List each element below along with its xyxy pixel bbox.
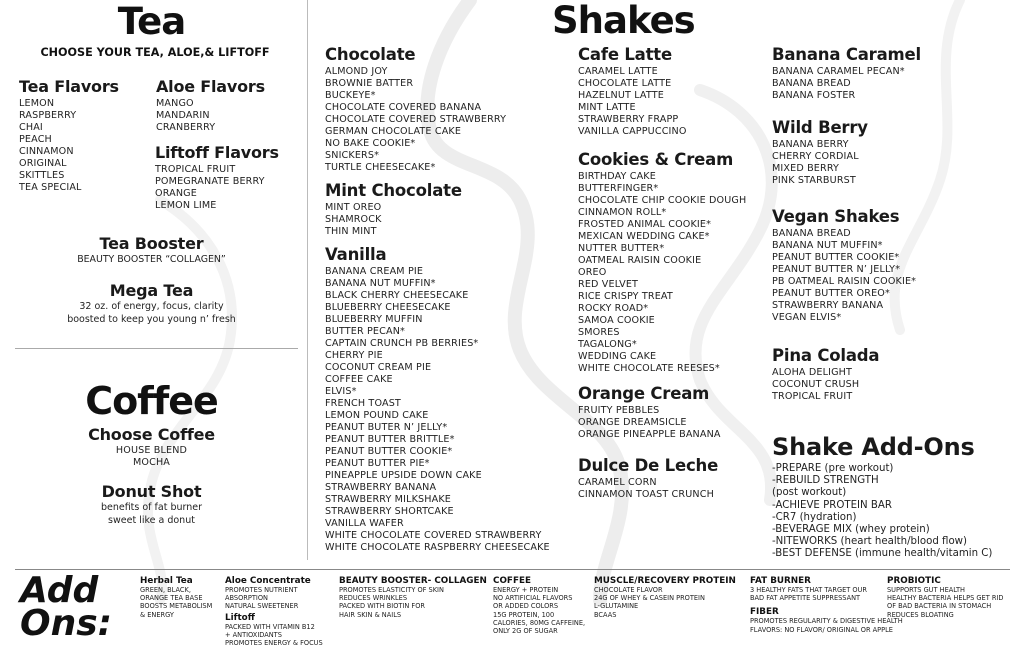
addon-aloe	[225, 576, 323, 647]
addon-fat-burner-heading: FAT BURNER	[750, 576, 811, 586]
wild-berry-item: PINK STARBURST	[772, 174, 856, 186]
vanilla-heading: Vanilla	[325, 245, 387, 264]
donut-shot-line2: sweet like a donut	[108, 514, 195, 526]
aloe-flavors-item: CRANBERRY	[156, 122, 216, 133]
addon-probiotic-item: OF BAD BACTERIA IN STOMACH	[887, 602, 992, 611]
chocolate-item: CHOCOLATE COVERED BANANA	[325, 101, 482, 113]
addons-title	[20, 570, 113, 644]
tea-flavors-item: SKITTLES	[19, 170, 65, 181]
addon-liftoff-list	[225, 623, 323, 647]
cookies-cream-section	[578, 152, 746, 375]
chocolate-item: ALMOND JOY	[325, 65, 388, 77]
addon-muscle	[594, 576, 736, 619]
addon-aloe-item: NATURAL SWEETENER	[225, 602, 299, 611]
cookies-cream-heading: Cookies & Cream	[578, 150, 734, 169]
chocolate-heading: Chocolate	[325, 45, 416, 64]
cookies-cream-item: SMORES	[578, 326, 620, 338]
shake-addons-item: -ACHIEVE PROTEIN BAR	[772, 499, 892, 511]
vanilla-item: VANILLA WAFER	[325, 517, 404, 529]
vegan-shakes-item: PEANUT BUTTER COOKIE*	[772, 251, 900, 263]
wild-berry-section	[772, 120, 868, 187]
addon-coffee-item: 15G PROTEIN, 100	[493, 610, 555, 619]
choose-coffee-list	[0, 445, 303, 469]
addon-muscle-item: L-GLUTAMINE	[594, 602, 639, 611]
addon-fat-burner	[750, 576, 903, 634]
tea-title: Tea	[117, 0, 186, 43]
pina-colada-section	[772, 348, 879, 403]
addon-herbal-tea-item: GREEN, BLACK,	[140, 586, 191, 594]
addon-herbal-tea-item: BOOSTS METABOLISM	[140, 602, 213, 611]
banana-caramel-section	[772, 47, 921, 102]
liftoff-flavors-list	[155, 164, 279, 212]
banana-caramel-list	[772, 66, 921, 102]
vanilla-item: CHERRY PIE	[325, 349, 383, 361]
addon-herbal-tea-heading: Herbal Tea	[140, 576, 193, 586]
addon-probiotic-item: REDUCES BLOATING	[887, 610, 954, 619]
liftoff-flavors-section	[155, 145, 279, 212]
liftoff-flavors-item: ORANGE	[155, 188, 197, 199]
cafe-latte-item: STRAWBERRY FRAPP	[578, 113, 679, 125]
tea-booster-heading: Tea Booster	[99, 234, 204, 253]
vegan-shakes-item: VEGAN ELVIS*	[772, 311, 842, 323]
addon-beauty-list	[339, 586, 487, 619]
addon-probiotic-heading: PROBIOTIC	[887, 576, 941, 586]
tea-flavors-item: ORIGINAL	[19, 158, 67, 169]
addon-fiber-list	[750, 617, 903, 633]
pina-colada-item: ALOHA DELIGHT	[772, 366, 853, 378]
vegan-shakes-item: STRAWBERRY BANANA	[772, 299, 884, 311]
cookies-cream-item: BUTTERFINGER*	[578, 182, 659, 194]
addon-fat-burner-list	[750, 586, 903, 602]
mint-chocolate-heading: Mint Chocolate	[325, 181, 462, 200]
vegan-shakes-list	[772, 228, 916, 324]
vanilla-item: STRAWBERRY MILKSHAKE	[325, 493, 451, 505]
mega-tea-line2: boosted to keep you young n’ fresh	[67, 313, 236, 325]
cookies-cream-item: FROSTED ANIMAL COOKIE*	[578, 218, 712, 230]
addon-aloe-list	[225, 586, 323, 611]
shake-addons-item: -NITEWORKS (heart health/blood flow)	[772, 536, 967, 548]
vegan-shakes-item: PEANUT BUTTER OREO*	[772, 287, 890, 299]
addon-coffee-item: CALORIES, 80MG CAFFEINE,	[493, 618, 586, 627]
aloe-flavors-list	[156, 98, 265, 134]
banana-caramel-heading: Banana Caramel	[772, 45, 921, 64]
addon-herbal-tea-item: ORANGE TEA BASE	[140, 594, 203, 603]
addon-fiber-item: PROMOTES REGULARITY & DIGESTIVE HEALTH	[750, 617, 903, 626]
vegan-shakes-item: PEANUT BUTTER N’ JELLY*	[772, 263, 901, 275]
addon-coffee-list	[493, 586, 585, 635]
shake-addons-heading: Shake Add-Ons	[772, 433, 975, 461]
chocolate-section	[325, 47, 506, 174]
addon-muscle-item: 24G OF WHEY & CASEIN PROTEIN	[594, 594, 705, 603]
addon-coffee-item: OR ADDED COLORS	[493, 602, 559, 611]
addon-liftoff-item: PROMOTES ENERGY & FOCUS	[225, 639, 323, 647]
cookies-cream-item: BIRTHDAY CAKE	[578, 170, 656, 182]
mint-chocolate-list	[325, 202, 462, 238]
vanilla-item: WHITE CHOCOLATE COVERED STRAWBERRY	[325, 529, 542, 541]
pina-colada-heading: Pina Colada	[772, 346, 880, 365]
addon-beauty-item: HAIR SKIN & NAILS	[339, 610, 402, 619]
tea-subtitle: CHOOSE YOUR TEA, ALOE,& LIFTOFF	[40, 46, 270, 59]
addon-herbal-tea-list	[140, 586, 212, 619]
addon-aloe-item: ABSORPTION	[225, 594, 268, 603]
mint-chocolate-section	[325, 183, 462, 238]
vanilla-item: CAPTAIN CRUNCH PB BERRIES*	[325, 337, 479, 349]
addon-beauty-item: PROMOTES ELASTICITY OF SKIN	[339, 586, 444, 594]
liftoff-flavors-heading: Liftoff Flavors	[155, 143, 279, 162]
vanilla-section	[325, 247, 550, 554]
cafe-latte-item: MINT LATTE	[578, 101, 636, 113]
pina-colada-list	[772, 367, 879, 403]
banana-caramel-item: BANANA FOSTER	[772, 89, 856, 101]
column-divider	[307, 0, 308, 560]
chocolate-item: NO BAKE COOKIE*	[325, 137, 416, 149]
banana-caramel-item: BANANA CARAMEL PECAN*	[772, 65, 905, 77]
chocolate-list	[325, 66, 506, 174]
addon-fiber-heading: FIBER	[750, 607, 779, 618]
orange-cream-heading: Orange Cream	[578, 384, 710, 403]
orange-cream-item: ORANGE PINEAPPLE BANANA	[578, 428, 721, 440]
cookies-cream-item: CINNAMON ROLL*	[578, 206, 667, 218]
vanilla-item: BLUEBERRY MUFFIN	[325, 313, 423, 325]
mint-chocolate-item: MINT OREO	[325, 201, 382, 213]
vanilla-item: STRAWBERRY BANANA	[325, 481, 437, 493]
shake-addons-list	[772, 463, 992, 561]
shake-addons-item: -PREPARE (pre workout)	[772, 463, 894, 474]
tea-flavors-item: PEACH	[19, 134, 52, 145]
cookies-cream-item: WHITE CHOCOLATE REESES*	[578, 362, 720, 374]
cookies-cream-item: OREO	[578, 266, 607, 278]
shake-addons-section	[772, 435, 992, 561]
vanilla-item: PEANUT BUTTER PIE*	[325, 457, 430, 469]
addon-beauty-heading: BEAUTY BOOSTER- COLLAGEN	[339, 576, 487, 586]
cookies-cream-item: SAMOA COOKIE	[578, 314, 655, 326]
tea-booster-desc: BEAUTY BOOSTER “COLLAGEN”	[77, 254, 226, 265]
cookies-cream-item: MEXICAN WEDDING CAKE*	[578, 230, 710, 242]
cookies-cream-item: CHOCOLATE CHIP COOKIE DOUGH	[578, 194, 747, 206]
mint-chocolate-item: THIN MINT	[325, 225, 377, 237]
addon-probiotic-item: SUPPORTS GUT HEALTH	[887, 586, 966, 594]
vanilla-item: ELVIS*	[325, 385, 357, 397]
chocolate-item: TURTLE CHEESECAKE*	[325, 161, 436, 173]
addon-beauty-item: PACKED WITH BIOTIN FOR	[339, 602, 425, 611]
vanilla-item: BLUEBERRY CHEESECAKE	[325, 301, 451, 313]
dulce-de-leche-list	[578, 477, 718, 501]
cafe-latte-item: CARAMEL LATTE	[578, 65, 658, 77]
wild-berry-item: MIXED BERRY	[772, 162, 840, 174]
addon-liftoff-item: + ANTIOXIDANTS	[225, 630, 282, 639]
cafe-latte-heading: Cafe Latte	[578, 45, 672, 64]
chocolate-item: SNICKERS*	[325, 149, 380, 161]
addon-aloe-item: PROMOTES NUTRIENT	[225, 586, 298, 594]
addon-probiotic	[887, 576, 1003, 619]
addon-fat-burner-item: 3 HEALTHY FATS THAT TARGET OUR	[750, 586, 868, 594]
dulce-de-leche-item: CARAMEL CORN	[578, 476, 657, 488]
pina-colada-item: COCONUT CRUSH	[772, 378, 860, 390]
addon-probiotic-list	[887, 586, 1003, 619]
cookies-cream-item: ROCKY ROAD*	[578, 302, 649, 314]
orange-cream-list	[578, 405, 721, 441]
cafe-latte-item: VANILLA CAPPUCCINO	[578, 125, 687, 137]
vanilla-item: BANANA CREAM PIE	[325, 265, 424, 277]
shake-addons-item: (post workout)	[772, 487, 847, 499]
liftoff-flavors-item: POMEGRANATE BERRY	[155, 176, 265, 187]
choose-coffee-item: HOUSE BLEND	[115, 445, 188, 456]
chocolate-item: GERMAN CHOCOLATE CAKE	[325, 125, 462, 137]
cookies-cream-item: RED VELVET	[578, 278, 639, 290]
vanilla-item: COFFEE CAKE	[325, 373, 393, 385]
vanilla-list	[325, 266, 550, 554]
tea-flavors-item: RASPBERRY	[19, 110, 77, 121]
tea-booster-section	[0, 236, 303, 267]
chocolate-item: BUCKEYE*	[325, 89, 376, 101]
orange-cream-section	[578, 386, 721, 441]
addon-liftoff-item: PACKED WITH VITAMIN B12	[225, 622, 315, 631]
vegan-shakes-item: PB OATMEAL RAISIN COOKIE*	[772, 275, 917, 287]
cookies-cream-item: TAGALONG*	[578, 338, 637, 350]
aloe-flavors-item: MANDARIN	[156, 110, 210, 121]
vanilla-item: WHITE CHOCOLATE RASPBERRY CHEESECAKE	[325, 541, 550, 553]
choose-coffee-heading: Choose Coffee	[88, 425, 215, 444]
choose-coffee-item: MOCHA	[132, 457, 171, 468]
addon-coffee-item: ENERGY + PROTEIN	[493, 586, 559, 594]
vegan-shakes-section	[772, 209, 916, 324]
chocolate-item: CHOCOLATE COVERED STRAWBERRY	[325, 113, 507, 125]
tea-flavors-section	[19, 79, 119, 194]
liftoff-flavors-item: TROPICAL FRUIT	[155, 164, 236, 175]
dulce-de-leche-heading: Dulce De Leche	[578, 456, 719, 475]
addon-beauty	[339, 576, 487, 619]
chocolate-item: BROWNIE BATTER	[325, 77, 414, 89]
addon-muscle-item: CHOCOLATE FLAVOR	[594, 586, 663, 594]
tea-coffee-divider	[15, 348, 298, 349]
vanilla-item: BUTTER PECAN*	[325, 325, 405, 337]
wild-berry-item: BANANA BERRY	[772, 138, 849, 150]
mega-tea-line1: 32 oz. of energy, focus, clarity	[79, 301, 224, 312]
wild-berry-item: CHERRY CORDIAL	[772, 150, 859, 162]
aloe-flavors-section	[156, 79, 265, 134]
addon-herbal-tea	[140, 576, 212, 619]
addon-coffee-heading: COFFEE	[493, 576, 531, 586]
mega-tea-section	[0, 283, 303, 326]
vanilla-item: PEANUT BUTTER COOKIE*	[325, 445, 453, 457]
tea-flavors-item: CINNAMON	[19, 146, 74, 157]
mega-tea-heading: Mega Tea	[109, 281, 194, 300]
shake-addons-item: -REBUILD STRENGTH	[772, 475, 879, 487]
vegan-shakes-item: BANANA NUT MUFFIN*	[772, 239, 883, 251]
addon-probiotic-item: HEALTHY BACTERIA HELPS GET RID	[887, 594, 1004, 603]
banana-caramel-item: BANANA BREAD	[772, 77, 851, 89]
cafe-latte-list	[578, 66, 687, 138]
mint-chocolate-item: SHAMROCK	[325, 213, 382, 225]
addon-fiber-item: FLAVORS: NO FLAVOR/ ORIGINAL OR APPLE	[750, 625, 893, 634]
addon-muscle-item: BCAAS	[594, 610, 617, 619]
cookies-cream-list	[578, 171, 746, 375]
vanilla-item: LEMON POUND CAKE	[325, 409, 429, 421]
cookies-cream-item: OATMEAL RAISIN COOKIE	[578, 254, 702, 266]
cookies-cream-item: WEDDING CAKE	[578, 350, 657, 362]
vanilla-item: PINEAPPLE UPSIDE DOWN CAKE	[325, 469, 482, 481]
addon-coffee-item: ONLY 2G OF SUGAR	[493, 627, 558, 636]
addon-liftoff-heading: Liftoff	[225, 612, 255, 623]
addon-fat-burner-item: BAD FAT APPETITE SUPPRESSANT	[750, 594, 861, 603]
vanilla-item: STRAWBERRY SHORTCAKE	[325, 505, 454, 517]
shake-addons-item: -BEVERAGE MIX (whey protein)	[772, 524, 930, 536]
shakes-title: Shakes	[552, 0, 695, 42]
wild-berry-list	[772, 139, 868, 187]
tea-flavors-item: LEMON	[19, 98, 55, 109]
dulce-de-leche-item: CINNAMON TOAST CRUNCH	[578, 488, 714, 500]
vegan-shakes-heading: Vegan Shakes	[772, 207, 900, 226]
donut-shot-line1: benefits of fat burner	[100, 502, 203, 513]
vanilla-item: PEANUT BUTER N’ JELLY*	[325, 421, 448, 433]
cafe-latte-section	[578, 47, 687, 138]
choose-coffee-section	[0, 427, 303, 469]
orange-cream-item: ORANGE DREAMSICLE	[578, 416, 687, 428]
dulce-de-leche-section	[578, 458, 718, 501]
cookies-cream-item: NUTTER BUTTER*	[578, 242, 665, 254]
donut-shot-section	[0, 484, 303, 527]
liftoff-flavors-item: LEMON LIME	[155, 200, 217, 211]
vanilla-item: BANANA NUT MUFFIN*	[325, 277, 436, 289]
wild-berry-heading: Wild Berry	[772, 118, 868, 137]
vegan-shakes-item: BANANA BREAD	[772, 227, 851, 239]
addon-muscle-list	[594, 586, 736, 619]
orange-cream-item: FRUITY PEBBLES	[578, 404, 660, 416]
addon-beauty-item: REDUCES WRINKLES	[339, 594, 408, 603]
coffee-title: Coffee	[85, 379, 218, 423]
vanilla-item: FRENCH TOAST	[325, 397, 401, 409]
vanilla-item: BLACK CHERRY CHEESECAKE	[325, 289, 469, 301]
tea-flavors-list	[19, 98, 119, 194]
tea-flavors-item: TEA SPECIAL	[19, 182, 82, 193]
cookies-cream-item: RICE CRISPY TREAT	[578, 290, 673, 302]
addon-aloe-heading: Aloe Concentrate	[225, 576, 311, 586]
pina-colada-item: TROPICAL FRUIT	[772, 390, 853, 402]
shake-addons-item: -BEST DEFENSE (immune health/vitamin C)	[772, 548, 993, 560]
vanilla-item: COCONUT CREAM PIE	[325, 361, 432, 373]
aloe-flavors-item: MANGO	[156, 98, 194, 109]
cafe-latte-item: CHOCOLATE LATTE	[578, 77, 672, 89]
addon-coffee	[493, 576, 585, 635]
addons-title-line1: Add	[20, 570, 99, 611]
addon-muscle-heading: MUSCLE/RECOVERY PROTEIN	[594, 576, 736, 586]
cafe-latte-item: HAZELNUT LATTE	[578, 89, 664, 101]
shake-addons-item: -CR7 (hydration)	[772, 511, 857, 523]
aloe-flavors-heading: Aloe Flavors	[156, 77, 265, 96]
addon-coffee-item: NO ARTIFICIAL FLAVORS	[493, 594, 573, 603]
tea-flavors-heading: Tea Flavors	[19, 77, 119, 96]
donut-shot-heading: Donut Shot	[101, 482, 202, 501]
addon-herbal-tea-item: & ENERGY	[140, 610, 174, 619]
tea-flavors-item: CHAI	[19, 122, 43, 133]
addons-divider	[15, 569, 1010, 570]
vanilla-item: PEANUT BUTTER BRITTLE*	[325, 433, 455, 445]
addons-title-line2: Ons:	[20, 603, 113, 644]
